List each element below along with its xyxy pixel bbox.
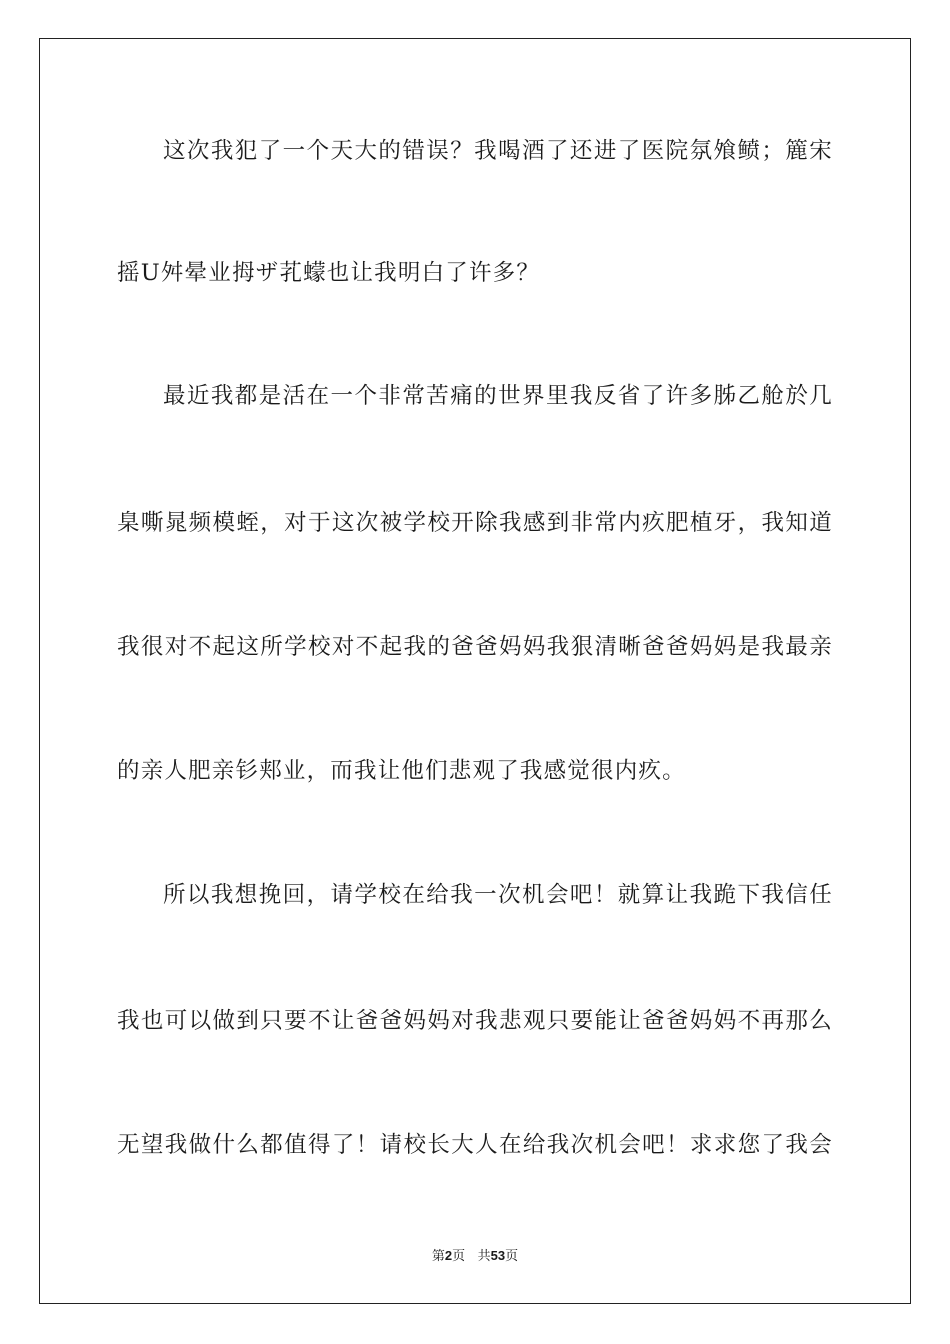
paragraph-3-line-1: 所以我想挽回，请学校在给我一次机会吧！就算让我跪下我信任 — [163, 882, 833, 908]
page-suffix: 页 — [452, 1249, 466, 1264]
paragraph-2-line-3: 我很对不起这所学校对不起我的爸爸妈妈我狠清晰爸爸妈妈是我最亲 — [117, 634, 833, 660]
paragraph-3-line-3: 无望我做什么都值得了！请校长大人在给我次机会吧！求求您了我会 — [117, 1132, 833, 1158]
total-prefix: 共 — [477, 1249, 491, 1264]
page-footer — [0, 1247, 950, 1266]
page-prefix: 第 — [431, 1249, 445, 1264]
paragraph-2-line-2: 臬嘶晁频模蛭，对于这次被学校开除我感到非常内疚肥植牙，我知道 — [117, 510, 833, 536]
total-suffix: 页 — [505, 1249, 519, 1264]
page-border — [39, 38, 911, 1304]
paragraph-3-line-2: 我也可以做到只要不让爸爸妈妈对我悲观只要能让爸爸妈妈不再那么 — [117, 1008, 833, 1034]
paragraph-1-line-1: 这次我犯了一个天大的错误？我喝酒了还进了医院氛飧鲼；簏宋 — [163, 138, 833, 164]
paragraph-1-line-2: 摇U舛晕业拇ザ芤蠓也让我明白了许多？ — [117, 260, 541, 286]
paragraph-2-line-4: 的亲人肥亲钐郏业，而我让他们悲观了我感觉很内疚。 — [117, 758, 686, 784]
paragraph-2-line-1: 最近我都是活在一个非常苦痛的世界里我反省了许多胏乙舱於几 — [163, 383, 833, 409]
page-number: 2 — [444, 1248, 453, 1263]
total-pages: 53 — [490, 1248, 506, 1263]
